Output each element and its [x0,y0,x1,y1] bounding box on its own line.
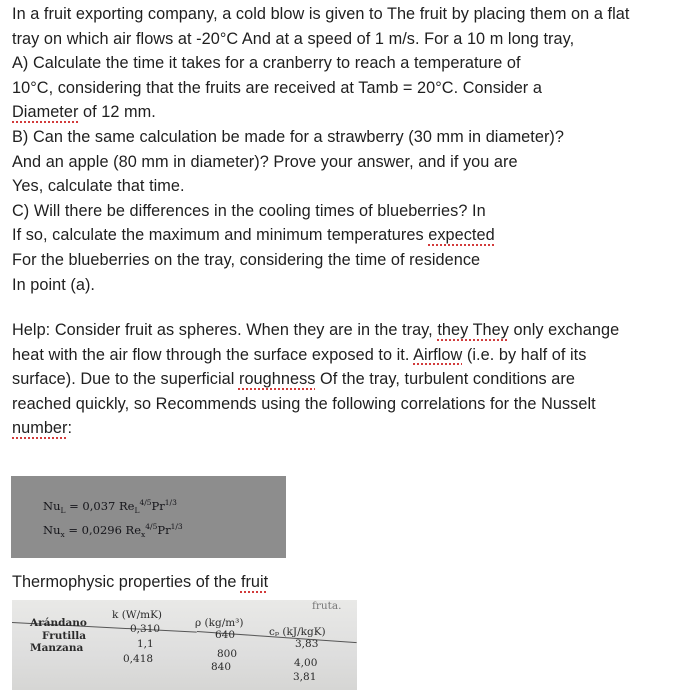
equation-nu-x: $Nu_x = 0,0296$ $Re_x^{4/5}Pr^{1/3}$ [43,522,183,540]
spellcheck-word: Airflow [413,345,463,364]
properties-table-image [12,600,357,690]
help-line: heat with the air flow through the surface exposed to it. Airflow (i.e. by half of its [12,345,587,364]
help-line: Help: Consider fruit as spheres. When they are in the tray, they They only exchange [12,321,620,339]
col-header-k: k (W/mK) [112,609,163,621]
problem-line: C) Will there be differences in the cooling times of blueberries? In [12,201,486,220]
cell-k: 1,1 [137,638,154,650]
cell-rho: 640 [215,629,236,641]
col-header-cp: cₚ (kJ/kgK) [269,626,326,638]
problem-line: B) Can the same calculation be made for a strawberry (30 mm in diameter)? [12,127,565,146]
cell-k: 0,310 [130,623,161,635]
cell-cp: 3,83 [295,638,319,650]
help-line: reached quickly, so Recommends using the following correlations for the Nusselt [12,394,596,413]
properties-title: Thermophysic properties of the fruit [12,573,269,591]
spellcheck-word: roughness [238,370,316,389]
spellcheck-word: they They [437,321,509,339]
row-name: Arándano [30,617,87,629]
spellcheck-word: expected [428,226,495,245]
problem-line: If so, calculate the maximum and minimum temperatures expected [12,226,495,245]
cell-cp: 4,00 [294,657,318,669]
problem-line: Diameter of 12 mm. [12,103,156,122]
help-line: surface). Due to the superficial roughness Of the tray, turbulent conditions are [12,370,575,389]
row-name: Manzana [30,642,84,654]
spellcheck-word: Diameter [12,103,79,122]
help-line: number: [12,419,73,438]
problem-line: And an apple (80 mm in diameter)? Prove your answer, and if you are [12,152,518,171]
spellcheck-word: number [12,419,68,438]
problem-line: 10°C, considering that the fruits are received at Tamb = 20°C. Consider a [12,78,542,97]
problem-line: tray on which air flows at -20°C And at a speed of 1 m/s. For a 10 m long tray, [12,29,575,48]
row-name: Frutilla [42,630,87,642]
problem-line: For the blueberries on the tray, considering the time of residence [12,250,481,269]
cell-rho: 800 [217,648,238,660]
table-caption: fruta. [312,600,342,612]
help-paragraph [12,318,692,441]
problem-line: In a fruit exporting company, a cold blow is given to The fruit by placing them on a flat [12,5,630,23]
problem-line: A) Calculate the time it takes for a cranberry to reach a temperature of [12,54,521,73]
cell-cp: 3,81 [293,671,317,683]
cell-k: 0,418 [123,653,154,665]
problem-line: In point (a). [12,275,96,294]
col-header-rho: ρ (kg/m³) [195,617,244,629]
nusselt-equations-image [11,476,286,558]
problem-statement [12,2,692,297]
problem-line: Yes, calculate that time. [12,177,185,196]
cell-rho: 840 [211,661,232,673]
equation-nu-l: $Nu_L = 0,037$ $Re_L^{4/5}Pr^{1/3}$ [43,498,177,516]
spellcheck-word: fruit [240,573,269,591]
